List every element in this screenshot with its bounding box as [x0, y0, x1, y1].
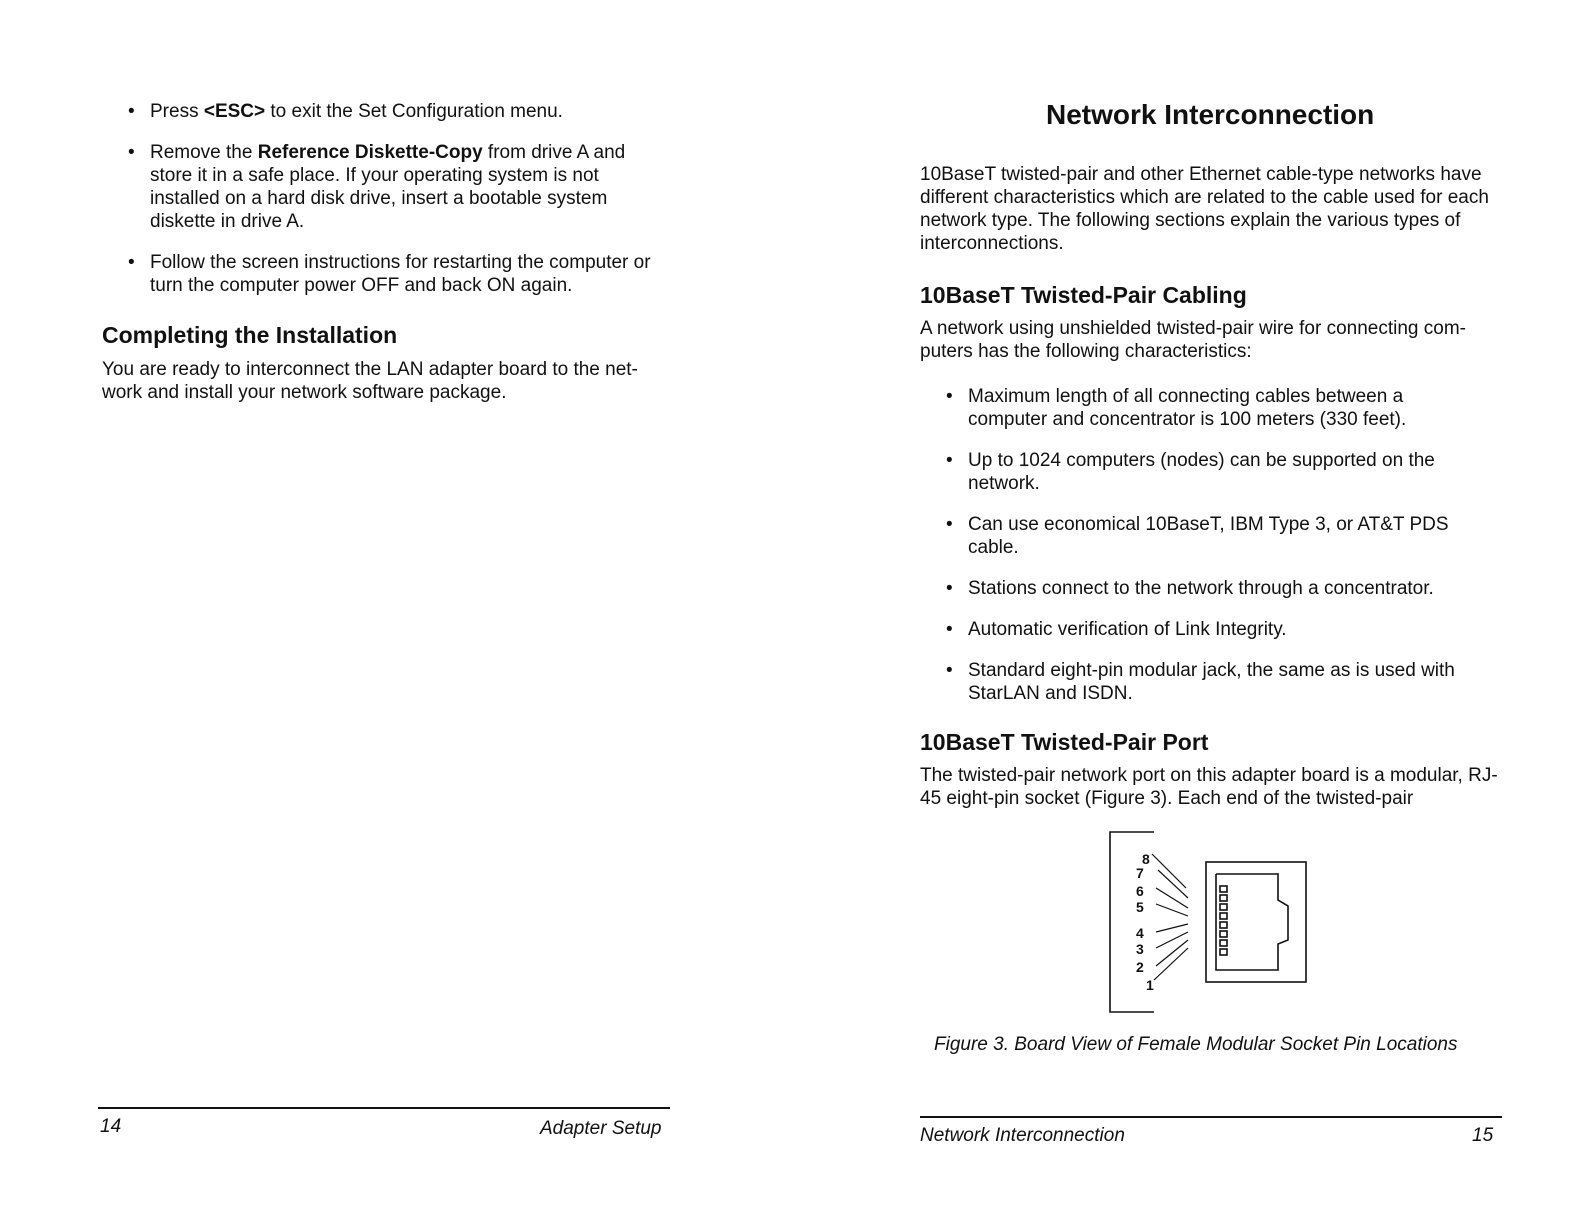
pin-label: 5	[1136, 899, 1144, 915]
bullet-text: Follow the screen instructions for restarting the computer or turn the computer power OFF and back ON again.	[150, 252, 651, 296]
pin-leader-lines	[1152, 854, 1188, 980]
bullet-bold-text: <ESC>	[203, 101, 266, 122]
rj45-socket-figure	[1102, 828, 1322, 1018]
left-bullet-list	[150, 100, 680, 315]
pin-label: 6	[1136, 883, 1144, 899]
pin-label: 3	[1136, 941, 1144, 957]
bullet-text: Remove the	[150, 142, 258, 163]
bullet-text: Automatic verification of Link Integrity.	[968, 619, 1287, 640]
left-footer-section: Adapter Setup	[540, 1118, 662, 1139]
left-footer-rule	[98, 1107, 670, 1109]
bullet-text: to exit the Set Configuration menu.	[265, 101, 563, 122]
completing-installation-heading: Completing the Installation	[102, 322, 398, 348]
right-page	[792, 0, 1584, 1224]
page-title: Network Interconnection	[1046, 99, 1375, 130]
right-footer-section: Network Interconnection	[920, 1125, 1125, 1146]
completing-installation-paragraph: You are ready to interconnect the LAN adapter board to the net-work and install your network software package.	[102, 359, 638, 403]
bullet-max-length	[968, 385, 1438, 431]
cabling-heading: 10BaseT Twisted-Pair Cabling	[920, 282, 1247, 308]
bullet-nodes	[968, 449, 1468, 495]
cabling-paragraph: A network using unshielded twisted-pair wire for connecting com-puters has the following characteristics:	[920, 318, 1466, 362]
pin-label: 8	[1142, 851, 1150, 867]
bullet-text: Stations connect to the network through a concentrator.	[968, 578, 1434, 599]
left-page-number: 14	[100, 1116, 122, 1137]
bullet-restart	[150, 251, 680, 297]
bullet-text: Maximum length of all connecting cables between a computer and concentrator is 100 meters (330 feet).	[968, 386, 1407, 430]
bullet-text: Up to 1024 computers (nodes) can be supported on the network.	[968, 450, 1435, 494]
bullet-remove-diskette	[150, 141, 650, 233]
bullet-text: Press	[150, 101, 204, 122]
right-page-number: 15	[1472, 1125, 1494, 1146]
bullet-bold-text: Reference Diskette-Copy	[257, 142, 483, 163]
bullet-link-integrity	[968, 618, 1488, 641]
bullet-cable	[968, 513, 1473, 559]
pin-slots	[1220, 886, 1227, 955]
bullet-press-esc	[150, 100, 680, 123]
intro-paragraph: 10BaseT twisted-pair and other Ethernet cable-type networks have different characteristics which are related to the cable used for each network type. The following sections explain the various types of interconnections.	[920, 164, 1489, 254]
pin-label: 2	[1136, 959, 1144, 975]
pin-label: 4	[1136, 925, 1144, 941]
pin-label: 1	[1146, 977, 1154, 993]
figure-caption: Figure 3. Board View of Female Modular Socket Pin Locations	[934, 1034, 1458, 1055]
bullet-text: from drive A and store it in a safe place. If your operating system is not installed on a hard disk drive, insert a bootable system diskette in drive A.	[150, 142, 626, 232]
bullet-text: Standard eight-pin modular jack, the same as is used with StarLAN and ISDN.	[968, 660, 1455, 704]
bullet-modular-jack	[968, 659, 1483, 705]
port-paragraph: The twisted-pair network port on this adapter board is a modular, RJ-45 eight-pin socket (Figure 3). Each end of the twisted-pair	[920, 765, 1498, 809]
cabling-bullet-list	[968, 385, 1488, 723]
bullet-text: Can use economical 10BaseT, IBM Type 3, or AT&T PDS cable.	[968, 514, 1449, 558]
port-heading: 10BaseT Twisted-Pair Port	[920, 729, 1209, 755]
pin-label: 7	[1136, 865, 1144, 881]
bullet-concentrator	[968, 577, 1488, 600]
right-footer-rule	[920, 1116, 1502, 1118]
